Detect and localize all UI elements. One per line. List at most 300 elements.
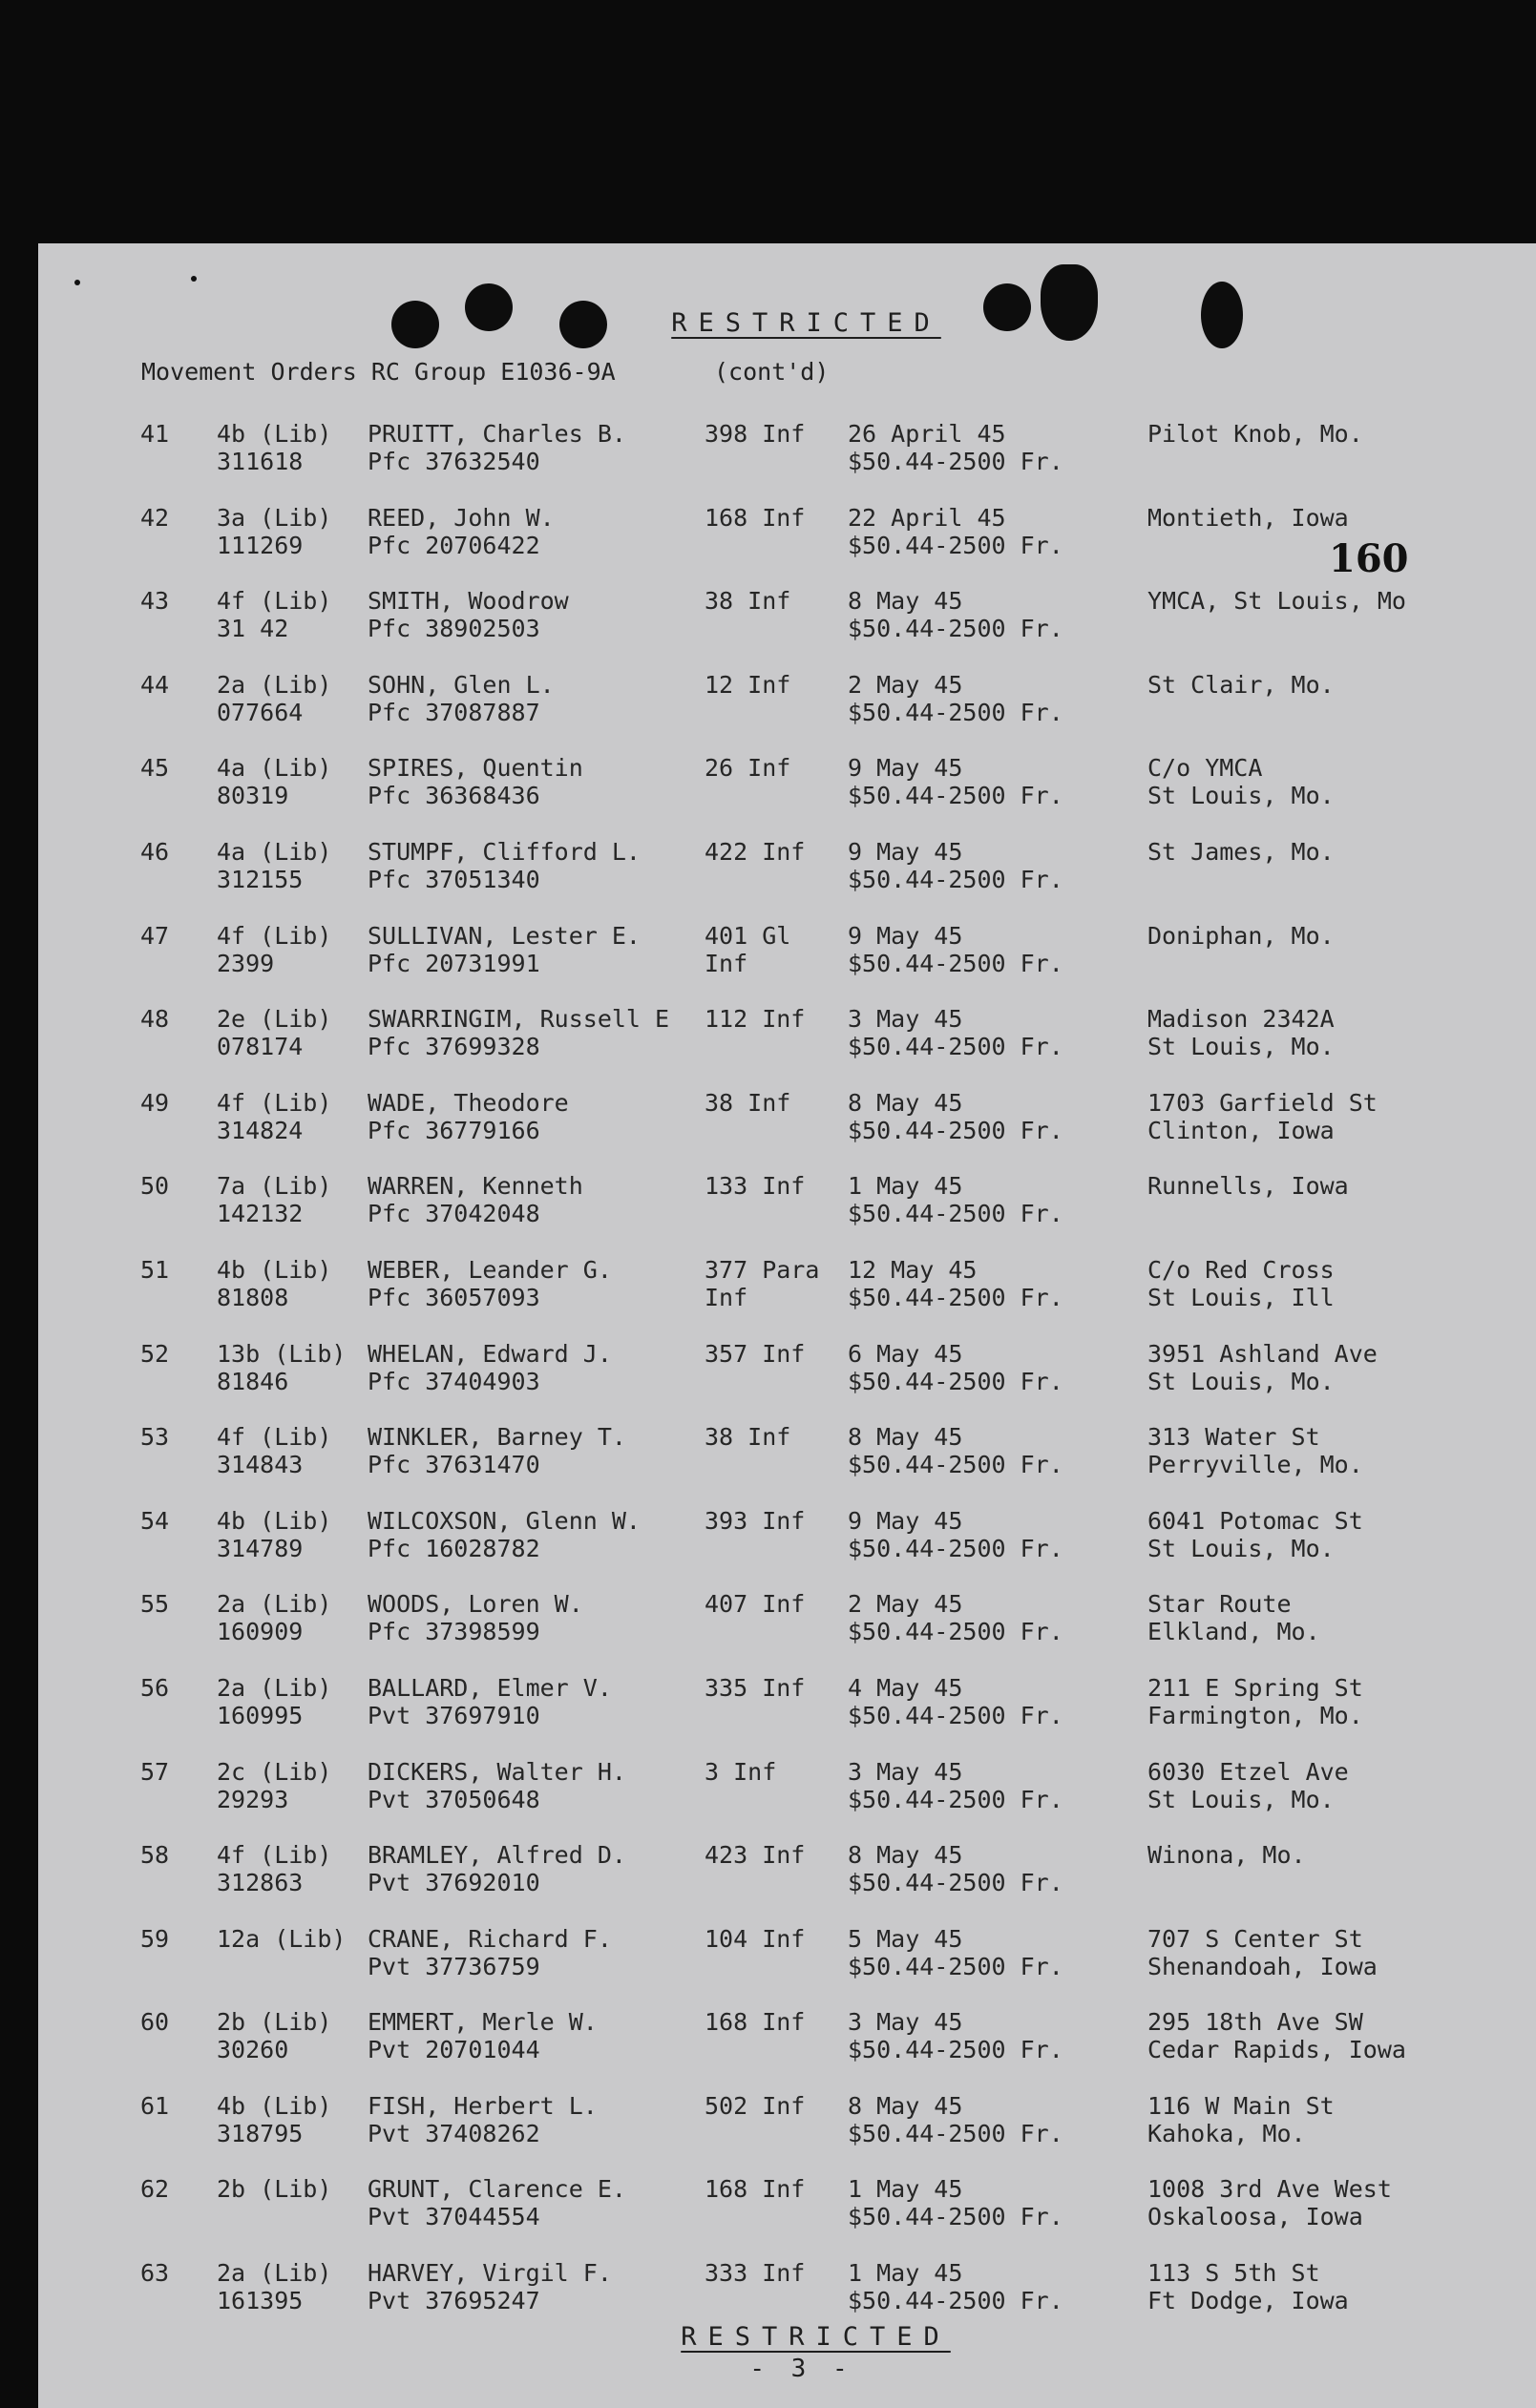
list-item	[38, 2175, 1536, 2259]
name-cell	[368, 754, 583, 809]
addr-cell	[1147, 1005, 1335, 1060]
unit-cell	[705, 2008, 838, 2036]
address-line1: Runnells, Iowa	[1147, 1172, 1349, 1201]
soldier-name: SWARRINGIM, Russell E	[368, 1005, 670, 1034]
pay-amount: $50.44-2500 Fr.	[848, 1952, 1063, 1980]
entry-number: 63	[140, 2259, 170, 2288]
addr-cell	[1147, 754, 1335, 809]
unit-cell	[705, 1674, 838, 1702]
document-header	[141, 358, 830, 386]
grade-code: 2a (Lib)	[217, 1673, 332, 1702]
unit: 422 Inf	[705, 837, 806, 866]
grade-serial: 31 42	[217, 615, 289, 643]
unit-line2: Inf	[705, 949, 748, 977]
address-line1: 313 Water St	[1147, 1423, 1320, 1452]
address-line1: 113 S 5th St	[1147, 2259, 1320, 2288]
pay-amount: $50.44-2500 Fr.	[848, 2287, 1063, 2315]
list-item	[38, 1172, 1536, 1256]
entry-number: 54	[140, 1506, 170, 1535]
release-date: 9 May 45	[848, 837, 963, 866]
grade-serial: 314789	[217, 1534, 304, 1562]
num-cell	[140, 1340, 169, 1368]
soldier-name: BRAMLEY, Alfred D.	[368, 1841, 626, 1870]
address-line2: St Louis, Mo.	[1147, 1367, 1335, 1395]
unit-cell	[705, 1758, 838, 1786]
address-line1: Montieth, Iowa	[1147, 503, 1349, 532]
unit: 333 Inf	[705, 2259, 806, 2288]
addr-cell	[1147, 1925, 1378, 1980]
unit: 398 Inf	[705, 420, 806, 448]
grade-cell	[217, 1925, 346, 1953]
date-cell	[848, 420, 1063, 475]
grade-serial: 318795	[217, 2119, 304, 2147]
num-cell	[140, 671, 169, 699]
grade-serial: 81846	[217, 1367, 289, 1395]
addr-cell	[1147, 420, 1363, 448]
unit-cell	[705, 1089, 838, 1117]
addr-cell	[1147, 1172, 1349, 1200]
unit: 357 Inf	[705, 1339, 806, 1368]
date-cell	[848, 1256, 1063, 1311]
address-line2: Farmington, Mo.	[1147, 1701, 1363, 1729]
pay-amount: $50.44-2500 Fr.	[848, 1200, 1063, 1228]
num-cell	[140, 1674, 169, 1702]
restricted-footer: RESTRICTED	[681, 2322, 951, 2352]
grade-serial: 161395	[217, 2287, 304, 2315]
grade-cell	[217, 671, 331, 726]
grade-cell	[217, 1005, 331, 1060]
rank-serial: Pvt 37736759	[368, 1952, 540, 1980]
num-cell	[140, 2008, 169, 2036]
unit: 38 Inf	[705, 1423, 791, 1452]
list-item	[38, 922, 1536, 1006]
soldier-name: SOHN, Glen L.	[368, 670, 555, 699]
name-cell	[368, 838, 641, 893]
soldier-name: WHELAN, Edward J.	[368, 1339, 612, 1368]
pay-amount: $50.44-2500 Fr.	[848, 1033, 1063, 1061]
grade-cell	[217, 1256, 331, 1311]
address-line2: Clinton, Iowa	[1147, 1116, 1335, 1144]
date-cell	[848, 1005, 1063, 1060]
date-cell	[848, 1674, 1063, 1729]
unit: 38 Inf	[705, 1088, 791, 1117]
grade-code: 2b (Lib)	[217, 2175, 332, 2204]
release-date: 4 May 45	[848, 1673, 963, 1702]
name-cell	[368, 2175, 626, 2230]
grade-serial: 160909	[217, 1618, 304, 1646]
grade-cell	[217, 2259, 331, 2314]
num-cell	[140, 2259, 169, 2287]
addr-cell	[1147, 1256, 1335, 1311]
name-cell	[368, 1172, 583, 1227]
unit-cell	[705, 671, 838, 699]
unit: 423 Inf	[705, 1841, 806, 1870]
grade-cell	[217, 754, 331, 809]
num-cell	[140, 2175, 169, 2203]
list-item	[38, 1340, 1536, 1424]
date-cell	[848, 1423, 1063, 1478]
num-cell	[140, 504, 169, 532]
num-cell	[140, 587, 169, 615]
rank-serial: Pvt 37695247	[368, 2287, 540, 2315]
date-cell	[848, 587, 1063, 642]
unit: 407 Inf	[705, 1590, 806, 1619]
release-date: 8 May 45	[848, 587, 963, 616]
name-cell	[368, 1005, 669, 1060]
address-line2: Ft Dodge, Iowa	[1147, 2287, 1349, 2315]
grade-code: 2a (Lib)	[217, 1590, 332, 1619]
rank-serial: Pvt 37044554	[368, 2203, 540, 2231]
pay-amount: $50.44-2500 Fr.	[848, 1618, 1063, 1646]
release-date: 6 May 45	[848, 1339, 963, 1368]
address-line2: Shenandoah, Iowa	[1147, 1952, 1378, 1980]
release-date: 9 May 45	[848, 1506, 963, 1535]
pay-amount: $50.44-2500 Fr.	[848, 698, 1063, 726]
grade-serial: 160995	[217, 1701, 304, 1729]
unit: 12 Inf	[705, 670, 791, 699]
page-number: - 3 -	[749, 2355, 853, 2383]
name-cell	[368, 2008, 598, 2063]
rank-serial: Pfc 20731991	[368, 949, 540, 977]
date-cell	[848, 1590, 1063, 1645]
release-date: 26 April 45	[848, 420, 1006, 448]
rank-serial: Pfc 36368436	[368, 782, 540, 810]
num-cell	[140, 1256, 169, 1284]
date-cell	[848, 1758, 1063, 1813]
name-cell	[368, 1925, 612, 1980]
release-date: 3 May 45	[848, 2008, 963, 2037]
unit-cell	[705, 1841, 838, 1869]
num-cell	[140, 1507, 169, 1535]
release-date: 1 May 45	[848, 2175, 963, 2204]
address-line2: Elkland, Mo.	[1147, 1618, 1320, 1646]
unit: 168 Inf	[705, 2175, 806, 2204]
list-item	[38, 1089, 1536, 1173]
unit-cell	[705, 838, 838, 866]
address-line1: Madison 2342A	[1147, 1005, 1335, 1034]
name-cell	[368, 1674, 612, 1729]
soldier-name: SMITH, Woodrow	[368, 587, 569, 616]
pay-amount: $50.44-2500 Fr.	[848, 2036, 1063, 2064]
num-cell	[140, 1172, 169, 1200]
address-line2: St Louis, Mo.	[1147, 1534, 1335, 1562]
grade-serial: 314824	[217, 1116, 304, 1144]
pay-amount: $50.44-2500 Fr.	[848, 865, 1063, 893]
grade-cell	[217, 504, 331, 559]
grade-cell	[217, 922, 331, 977]
rank-serial: Pfc 37042048	[368, 1200, 540, 1228]
rank-serial: Pfc 37404903	[368, 1367, 540, 1395]
unit: 133 Inf	[705, 1172, 806, 1201]
grade-cell	[217, 1507, 331, 1562]
grade-serial: 111269	[217, 531, 304, 559]
list-item	[38, 1590, 1536, 1674]
address-line1: Pilot Knob, Mo.	[1147, 420, 1363, 448]
address-line2: Kahoka, Mo.	[1147, 2119, 1306, 2147]
soldier-name: CRANE, Richard F.	[368, 1924, 612, 1953]
grade-cell	[217, 587, 331, 642]
entry-number: 47	[140, 921, 170, 950]
entry-number: 42	[140, 503, 170, 532]
release-date: 8 May 45	[848, 2091, 963, 2120]
name-cell	[368, 420, 626, 475]
pay-amount: $50.44-2500 Fr.	[848, 615, 1063, 643]
grade-code: 2e (Lib)	[217, 1005, 332, 1034]
unit: 377 Para	[705, 1255, 820, 1284]
pay-amount: $50.44-2500 Fr.	[848, 1367, 1063, 1395]
list-item	[38, 1925, 1536, 2009]
rank-serial: Pfc 37051340	[368, 865, 540, 893]
unit-cell	[705, 2259, 838, 2287]
grade-serial: 30260	[217, 2036, 289, 2064]
pay-amount: $50.44-2500 Fr.	[848, 1116, 1063, 1144]
unit-cell	[705, 1172, 838, 1200]
release-date: 8 May 45	[848, 1841, 963, 1870]
release-date: 1 May 45	[848, 1172, 963, 1201]
grade-cell	[217, 420, 331, 475]
grade-code: 4a (Lib)	[217, 754, 332, 783]
release-date: 9 May 45	[848, 754, 963, 783]
pay-amount: $50.44-2500 Fr.	[848, 1785, 1063, 1813]
num-cell	[140, 2092, 169, 2120]
address-line1: 211 E Spring St	[1147, 1673, 1363, 1702]
grade-code: 4f (Lib)	[217, 587, 332, 616]
rank-serial: Pfc 38902503	[368, 615, 540, 643]
grade-cell	[217, 2175, 331, 2203]
unit: 3 Inf	[705, 1757, 777, 1786]
entry-number: 41	[140, 420, 170, 448]
soldier-name: WEBER, Leander G.	[368, 1255, 612, 1284]
release-date: 2 May 45	[848, 1590, 963, 1619]
num-cell	[140, 838, 169, 866]
num-cell	[140, 754, 169, 782]
unit: 335 Inf	[705, 1673, 806, 1702]
entry-number: 53	[140, 1423, 170, 1452]
grade-code: 4f (Lib)	[217, 921, 332, 950]
list-item	[38, 1674, 1536, 1758]
grade-cell	[217, 1841, 331, 1896]
list-item	[38, 1507, 1536, 1591]
soldier-name: WOODS, Loren W.	[368, 1590, 583, 1619]
grade-code: 13b (Lib)	[217, 1339, 347, 1368]
num-cell	[140, 1590, 169, 1618]
addr-cell	[1147, 922, 1335, 950]
date-cell	[848, 1172, 1063, 1227]
date-cell	[848, 2008, 1063, 2063]
date-cell	[848, 1925, 1063, 1980]
address-line2: St Louis, Ill	[1147, 1283, 1335, 1311]
list-item	[38, 1005, 1536, 1089]
unit-cell	[705, 587, 838, 615]
unit: 104 Inf	[705, 1924, 806, 1953]
grade-serial: 312863	[217, 1869, 304, 1897]
address-line2: Perryville, Mo.	[1147, 1451, 1363, 1479]
date-cell	[848, 1841, 1063, 1896]
grade-code: 4b (Lib)	[217, 1506, 332, 1535]
entry-number: 52	[140, 1339, 170, 1368]
rank-serial: Pfc 36057093	[368, 1283, 540, 1311]
name-cell	[368, 1423, 626, 1478]
unit: 168 Inf	[705, 2008, 806, 2037]
addr-cell	[1147, 1841, 1306, 1869]
date-cell	[848, 504, 1063, 559]
grade-serial: 81808	[217, 1283, 289, 1311]
unit-cell	[705, 504, 838, 532]
name-cell	[368, 1507, 641, 1562]
rank-serial: Pfc 37699328	[368, 1033, 540, 1061]
pay-amount: $50.44-2500 Fr.	[848, 1869, 1063, 1897]
entry-number: 56	[140, 1673, 170, 1702]
unit-cell	[705, 922, 838, 977]
grade-code: 4a (Lib)	[217, 837, 332, 866]
rank-serial: Pvt 37692010	[368, 1869, 540, 1897]
rank-serial: Pvt 37408262	[368, 2119, 540, 2147]
grade-cell	[217, 1172, 331, 1227]
num-cell	[140, 1005, 169, 1033]
entry-number: 62	[140, 2175, 170, 2204]
soldier-name: WADE, Theodore	[368, 1088, 569, 1117]
addr-cell	[1147, 1089, 1378, 1144]
date-cell	[848, 2092, 1063, 2147]
unit: 393 Inf	[705, 1506, 806, 1535]
unit-cell	[705, 2175, 838, 2203]
stamped-page-number: 160	[1329, 536, 1409, 581]
release-date: 12 May 45	[848, 1255, 978, 1284]
grade-cell	[217, 1089, 331, 1144]
rank-serial: Pfc 37632540	[368, 448, 540, 475]
release-date: 5 May 45	[848, 1924, 963, 1953]
rank-serial: Pvt 20701044	[368, 2036, 540, 2064]
release-date: 3 May 45	[848, 1757, 963, 1786]
num-cell	[140, 1925, 169, 1953]
num-cell	[140, 1089, 169, 1117]
num-cell	[140, 420, 169, 448]
date-cell	[848, 754, 1063, 809]
soldier-name: STUMPF, Clifford L.	[368, 837, 641, 866]
grade-serial: 077664	[217, 698, 304, 726]
list-item	[38, 671, 1536, 755]
list-item	[38, 1758, 1536, 1842]
address-line1: 6041 Potomac St	[1147, 1506, 1363, 1535]
entry-number: 46	[140, 837, 170, 866]
grade-serial: 311618	[217, 448, 304, 475]
entry-number: 58	[140, 1841, 170, 1870]
addr-cell	[1147, 1423, 1363, 1478]
pay-amount: $50.44-2500 Fr.	[848, 448, 1063, 475]
unit-cell	[705, 1590, 838, 1618]
pay-amount: $50.44-2500 Fr.	[848, 531, 1063, 559]
addr-cell	[1147, 1674, 1363, 1729]
release-date: 22 April 45	[848, 503, 1006, 532]
pay-amount: $50.44-2500 Fr.	[848, 949, 1063, 977]
name-cell	[368, 1758, 626, 1813]
pay-amount: $50.44-2500 Fr.	[848, 1701, 1063, 1729]
grade-cell	[217, 838, 331, 893]
document-page	[38, 243, 1536, 2408]
pay-amount: $50.44-2500 Fr.	[848, 1283, 1063, 1311]
date-cell	[848, 922, 1063, 977]
address-line1: C/o YMCA	[1147, 754, 1263, 783]
list-item	[38, 754, 1536, 838]
pay-amount: $50.44-2500 Fr.	[848, 2203, 1063, 2231]
soldier-name: WILCOXSON, Glenn W.	[368, 1506, 641, 1535]
date-cell	[848, 2175, 1063, 2230]
addr-cell	[1147, 2175, 1392, 2230]
grade-cell	[217, 2008, 331, 2063]
name-cell	[368, 504, 555, 559]
soldier-name: WARREN, Kenneth	[368, 1172, 583, 1201]
release-date: 1 May 45	[848, 2259, 963, 2288]
entry-number: 51	[140, 1255, 170, 1284]
addr-cell	[1147, 1340, 1378, 1395]
grade-code: 7a (Lib)	[217, 1172, 332, 1201]
unit-cell	[705, 1507, 838, 1535]
entry-number: 48	[140, 1005, 170, 1034]
unit: 502 Inf	[705, 2091, 806, 2120]
address-line1: Star Route	[1147, 1590, 1292, 1619]
grade-serial: 314843	[217, 1451, 304, 1479]
list-item	[38, 2092, 1536, 2176]
name-cell	[368, 1590, 583, 1645]
grade-code: 2a (Lib)	[217, 2259, 332, 2288]
grade-serial: 80319	[217, 782, 289, 810]
pay-amount: $50.44-2500 Fr.	[848, 1451, 1063, 1479]
grade-code: 4f (Lib)	[217, 1423, 332, 1452]
list-item	[38, 2008, 1536, 2092]
unit: 401 Gl	[705, 921, 791, 950]
grade-code: 2b (Lib)	[217, 2008, 332, 2037]
entry-number: 43	[140, 587, 170, 616]
grade-code: 4f (Lib)	[217, 1088, 332, 1117]
restricted-heading: RESTRICTED	[671, 308, 941, 338]
address-line1: 707 S Center St	[1147, 1924, 1363, 1953]
grade-code: 4f (Lib)	[217, 1841, 332, 1870]
date-cell	[848, 1507, 1063, 1562]
name-cell	[368, 1256, 612, 1311]
unit-cell	[705, 1005, 838, 1033]
release-date: 8 May 45	[848, 1088, 963, 1117]
name-cell	[368, 2259, 612, 2314]
soldier-name: EMMERT, Merle W.	[368, 2008, 598, 2037]
soldier-name: PRUITT, Charles B.	[368, 420, 626, 448]
address-line1: 3951 Ashland Ave	[1147, 1339, 1378, 1368]
grade-code: 4b (Lib)	[217, 1255, 332, 1284]
pay-amount: $50.44-2500 Fr.	[848, 2119, 1063, 2147]
pay-amount: $50.44-2500 Fr.	[848, 782, 1063, 810]
rank-serial: Pfc 37631470	[368, 1451, 540, 1479]
addr-cell	[1147, 838, 1335, 866]
address-line1: St James, Mo.	[1147, 837, 1335, 866]
grade-cell	[217, 1758, 331, 1813]
grade-serial: 078174	[217, 1033, 304, 1061]
address-line2: Cedar Rapids, Iowa	[1147, 2036, 1406, 2064]
addr-cell	[1147, 671, 1335, 699]
address-line2: St Louis, Mo.	[1147, 782, 1335, 810]
soldier-name: SULLIVAN, Lester E.	[368, 921, 641, 950]
address-line2: Oskaloosa, Iowa	[1147, 2203, 1363, 2231]
list-item	[38, 1256, 1536, 1340]
unit: 112 Inf	[705, 1005, 806, 1034]
unit-cell	[705, 2092, 838, 2120]
entry-number: 49	[140, 1088, 170, 1117]
soldier-name: HARVEY, Virgil F.	[368, 2259, 612, 2288]
entry-number: 45	[140, 754, 170, 783]
soldier-name: WINKLER, Barney T.	[368, 1423, 626, 1452]
entry-number: 50	[140, 1172, 170, 1201]
release-date: 8 May 45	[848, 1423, 963, 1452]
entry-number: 59	[140, 1924, 170, 1953]
date-cell	[848, 838, 1063, 893]
